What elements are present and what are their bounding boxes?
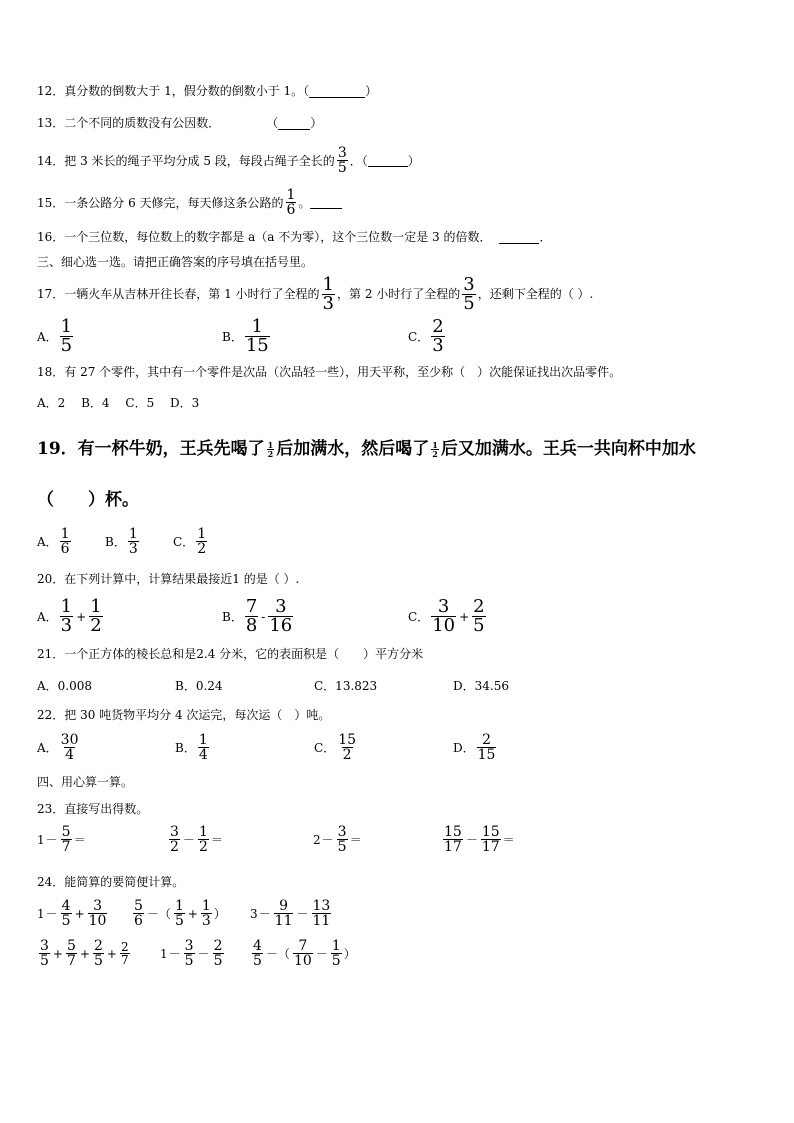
answer-blank[interactable] xyxy=(278,117,310,130)
question-23: 23．直接写出得数。 xyxy=(37,802,149,816)
answer-blank[interactable] xyxy=(310,196,342,209)
question-17: 17．一辆火车从吉林开往长春，第 1 小时行了全程的 $\frac{1}{3}$ ，第 2 小时行了全程的 $\frac{3}{5}$ ，还剩下全程的（ ）. xyxy=(37,273,594,314)
expression-4: $\frac{3}{5}$ + $\frac{5}{7}$ + $\frac{2}{5}$ + $\frac{2}{7}$ xyxy=(40,938,129,969)
option-a[interactable]: A．0.008 xyxy=(37,679,93,693)
section-heading-4: 四、用心算一算。 xyxy=(37,775,134,789)
fraction: $\frac{1}{3}$ xyxy=(322,273,334,314)
fraction: $\frac{1}{2}$ xyxy=(432,439,438,459)
expression-3: 2 － $\frac{3}{5}$ ＝ xyxy=(313,824,362,855)
question-20: 20．在下列计算中，计算结果最接近1 的是（ ）. xyxy=(37,572,300,586)
expression-1: 1 － $\frac{4}{5}$ + $\frac{3}{10}$ xyxy=(37,898,107,929)
option-a[interactable]: A． $\frac{1}{3}$ + $\frac{1}{2}$ xyxy=(37,596,102,636)
fraction: $\frac{3}{5}$ xyxy=(337,145,347,176)
option-b[interactable]: B． $\frac{1}{3}$ xyxy=(105,526,138,557)
question-21: 21．一个正方体的棱长总和是2.4 分米，它的表面积是（ ）平方分米 xyxy=(37,647,424,661)
question-12: 12．真分数的倒数大于 1，假分数的倒数小于 1。（ ） xyxy=(37,84,378,98)
section-heading-3: 三、细心选一选。请把正确答案的序号填在括号里。 xyxy=(37,255,314,269)
option-b[interactable]: B． $\frac{1}{4}$ xyxy=(175,732,208,763)
fraction: $\frac{1}{6}$ xyxy=(286,187,296,218)
option-c[interactable]: C．13.823 xyxy=(314,679,378,693)
expression-6: $\frac{4}{5}$ －（ $\frac{7}{10}$ － $\frac{1}{5}$ ） xyxy=(253,938,356,969)
option-c[interactable]: C． $\frac{3}{10}$ + $\frac{2}{5}$ xyxy=(408,596,485,636)
option-a[interactable]: A． $\frac{1}{6}$ xyxy=(37,526,70,557)
option-c[interactable]: C． $\frac{2}{3}$ xyxy=(408,316,444,356)
question-16: 16．一个三位数，每位数上的数字都是 a（a 不为零），这个三位数一定是 3 的倍数． ． xyxy=(37,230,552,244)
question-19: 19．有一杯牛奶，王兵先喝了 $\frac{1}{2}$ 后加满水，然后喝了 $\frac{1}{2}$ 后又加满水。王兵一共向杯中加水 xyxy=(37,439,696,459)
option-c[interactable]: C． $\frac{15}{2}$ xyxy=(314,732,357,763)
answer-blank[interactable] xyxy=(368,154,408,167)
answer-blank[interactable] xyxy=(309,85,365,98)
question-19-line2: （ ）杯。 xyxy=(37,490,139,510)
answer-blank[interactable] xyxy=(499,231,539,244)
expression-2: $\frac{3}{2}$ － $\frac{1}{2}$ ＝ xyxy=(170,824,223,855)
expression-5: 1 － $\frac{3}{5}$ － $\frac{2}{5}$ xyxy=(160,938,223,969)
question-18-options[interactable]: A．2 B．4 C．5 D．3 xyxy=(37,396,200,410)
expression-2: $\frac{5}{6}$ －（ $\frac{1}{5}$ + $\frac{1}{3}$ ） xyxy=(134,898,226,929)
expression-3: 3 － $\frac{9}{11}$ － $\frac{13}{11}$ xyxy=(250,898,331,929)
question-15: 15．一条公路分 6 天修完，每天修这条公路的 $\frac{1}{6}$ 。 xyxy=(37,188,342,217)
option-d[interactable]: D．34.56 xyxy=(453,679,509,693)
question-14: 14．把 3 米长的绳子平均分成 5 段，每段占绳子全长的 $\frac{3}{5}$ ．（ ） xyxy=(37,145,420,176)
option-a[interactable]: A． $\frac{30}{4}$ xyxy=(37,732,79,763)
option-b[interactable]: B． $\frac{7}{8}$ - $\frac{3}{16}$ xyxy=(222,596,293,636)
option-c[interactable]: C． $\frac{1}{2}$ xyxy=(173,526,207,557)
question-13: 13．二个不同的质数没有公因数． （ ） xyxy=(37,116,323,130)
fraction: $\frac{1}{2}$ xyxy=(267,439,274,459)
fraction: $\frac{3}{5}$ xyxy=(463,273,475,314)
expression-1: 1 － $\frac{5}{7}$ ＝ xyxy=(37,824,86,855)
expression-4: $\frac{15}{17}$ － $\frac{15}{17}$ ＝ xyxy=(444,824,515,855)
option-d[interactable]: D． $\frac{2}{15}$ xyxy=(453,732,496,763)
option-b[interactable]: B． $\frac{1}{15}$ xyxy=(222,316,269,356)
option-a[interactable]: A． $\frac{1}{5}$ xyxy=(37,316,73,356)
question-22: 22．把 30 吨货物平均分 4 次运完，每次运（ ）吨。 xyxy=(37,708,331,722)
option-b[interactable]: B．0.24 xyxy=(175,679,223,693)
question-24: 24．能简算的要简便计算。 xyxy=(37,875,185,889)
question-18: 18．有 27 个零件，其中有一个零件是次品（次品轻一些），用天平称，至少称（ ）次能保证找出次品零件。 xyxy=(37,365,622,379)
